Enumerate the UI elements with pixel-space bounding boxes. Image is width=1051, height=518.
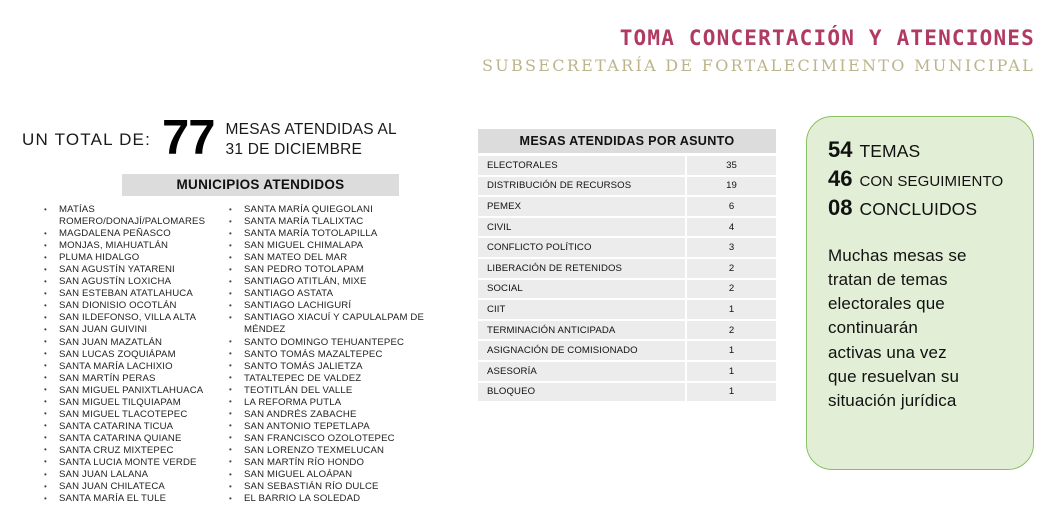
municipio-list-item: • SANTA MARÍA LACHIXIO xyxy=(40,361,225,373)
asunto-value-cell: 4 xyxy=(728,221,735,233)
municipio-list-item: • SAN MIGUEL TILQUIAPAM xyxy=(40,397,225,409)
municipio-list-item: • SAN LUCAS ZOQUIÁPAM xyxy=(40,349,225,361)
asunto-name-cell: ASESORÍA xyxy=(478,362,687,381)
municipio-list-item: • LA REFORMA PUTLA xyxy=(225,397,455,409)
municipio-list-item: • SANTIAGO XIACUÍ Y CAPULALPAM DE MÉNDEZ xyxy=(225,312,455,336)
municipios-column-right xyxy=(225,204,455,505)
asunto-table xyxy=(478,129,776,403)
asunto-table-header: MESAS ATENDIDAS POR ASUNTO xyxy=(478,129,776,153)
municipio-list-item: • SANTA CATARINA QUIANE xyxy=(40,433,225,445)
municipio-list-item: • SAN MARTÍN PERAS xyxy=(40,373,225,385)
municipio-list-item: • SAN JUAN CHILATECA xyxy=(40,481,225,493)
municipio-list-item: • EL BARRIO LA SOLEDAD xyxy=(225,493,455,505)
asunto-name-cell: LIBERACIÓN DE RETENIDOS xyxy=(478,259,687,278)
table-row xyxy=(478,156,776,177)
municipios-columns xyxy=(40,204,460,505)
asunto-value-cell: 3 xyxy=(728,242,735,254)
municipio-list-item: • SAN LORENZO TEXMELUCAN xyxy=(225,445,455,457)
municipio-list-item: • SAN MIGUEL ALOÁPAN xyxy=(225,469,455,481)
asunto-value-cell: 1 xyxy=(728,386,735,398)
municipio-list-item: • SANTA MARÍA TLALIXTAC xyxy=(225,216,455,228)
table-row xyxy=(478,321,776,342)
temas-stat-number: 54 xyxy=(828,137,853,162)
municipio-list-item: • SAN AGUSTÍN YATARENI xyxy=(40,264,225,276)
municipios-panel xyxy=(40,174,460,505)
temas-stat xyxy=(828,135,1013,164)
municipio-list-item: • SAN MATEO DEL MAR xyxy=(225,252,455,264)
temas-stat-number: 46 xyxy=(828,166,853,192)
municipio-list-item: • SANTA LUCIA MONTE VERDE xyxy=(40,457,225,469)
asunto-table-body xyxy=(478,156,776,403)
asunto-value-cell: 1 xyxy=(728,365,735,377)
asunto-value-cell: 19 xyxy=(726,180,737,192)
municipio-list-item: • SAN ANDRÉS ZABACHE xyxy=(225,409,455,421)
municipio-list-item: • SAN MARTÍN RÍO HONDO xyxy=(225,457,455,469)
municipio-list-item: • PLUMA HIDALGO xyxy=(40,252,225,264)
asunto-name-cell: SOCIAL xyxy=(478,280,687,299)
table-row xyxy=(478,177,776,198)
asunto-name-cell: CIIT xyxy=(478,300,687,319)
municipios-header: MUNICIPIOS ATENDIDOS xyxy=(122,174,399,196)
asunto-name-cell: CIVIL xyxy=(478,218,687,237)
temas-stat-label: TEMAS xyxy=(859,141,921,161)
temas-note: Muchas mesas se tratan de temas electorales que continuarán activas una vez que resuelvan su situación jurídica xyxy=(828,246,967,410)
temas-stat-number: 08 xyxy=(828,195,853,221)
asunto-value-cell: 35 xyxy=(726,159,737,171)
table-row xyxy=(478,341,776,362)
temas-stat-label: CON SEGUIMIENTO xyxy=(859,173,1004,191)
municipio-list-item: • SANTIAGO ASTATA xyxy=(225,288,455,300)
asunto-value-cell: 2 xyxy=(728,262,735,274)
municipio-list-item: • SAN MIGUEL CHIMALAPA xyxy=(225,240,455,252)
municipio-list-item: • SAN JUAN MAZATLÁN xyxy=(40,337,225,349)
municipio-list-item: • SANTO TOMÁS MAZALTEPEC xyxy=(225,349,455,361)
municipio-list-item: • MONJAS, MIAHUATLÁN xyxy=(40,240,225,252)
asunto-name-cell: TERMINACIÓN ANTICIPADA xyxy=(478,321,687,340)
table-row xyxy=(478,300,776,321)
municipio-list-item: • SANTA MARÍA QUIEGOLANI xyxy=(225,204,455,216)
municipio-list-item: • SAN SEBASTIÁN RÍO DULCE xyxy=(225,481,455,493)
asunto-name-cell: DISTRIBUCIÓN DE RECURSOS xyxy=(478,177,687,196)
municipio-list-item: • SANTO DOMINGO TEHUANTEPEC xyxy=(225,337,455,349)
temas-stat xyxy=(828,193,1013,222)
temas-summary-panel xyxy=(806,116,1034,470)
asunto-value-cell: 2 xyxy=(728,324,735,336)
table-row xyxy=(478,197,776,218)
municipio-list-item: • SAN MIGUEL PANIXTLAHUACA xyxy=(40,385,225,397)
asunto-value-cell: 1 xyxy=(728,345,735,357)
table-row xyxy=(478,238,776,259)
asunto-name-cell: ELECTORALES xyxy=(478,156,687,175)
temas-stat-label: CONCLUIDOS xyxy=(859,199,978,220)
municipio-list-item: • SANTA CRUZ MIXTEPEC xyxy=(40,445,225,457)
asunto-value-cell: 6 xyxy=(728,200,735,212)
municipio-list-item: • SANTIAGO ATITLÁN, MIXE xyxy=(225,276,455,288)
document-header xyxy=(482,26,1035,75)
asunto-name-cell: BLOQUEO xyxy=(478,383,687,402)
municipio-list-item: • SANTIAGO LACHIGURÍ xyxy=(225,300,455,312)
table-row xyxy=(478,383,776,404)
municipio-list-item: • SANTA MARÍA TOTOLAPILLA xyxy=(225,228,455,240)
municipio-list-item: • SAN MIGUEL TLACOTEPEC xyxy=(40,409,225,421)
municipio-list-item: • SAN FRANCISCO OZOLOTEPEC xyxy=(225,433,455,445)
table-row xyxy=(478,218,776,239)
municipio-list-item: • MAGDALENA PEÑASCO xyxy=(40,228,225,240)
table-row xyxy=(478,259,776,280)
municipios-column-left xyxy=(40,204,225,505)
municipio-list-item: • SAN ESTEBAN ATATLAHUCA xyxy=(40,288,225,300)
asunto-value-cell: 2 xyxy=(728,283,735,295)
page-title: TOMA CONCERTACIÓN Y ATENCIONES xyxy=(619,26,1035,50)
total-caption-line-1: MESAS ATENDIDAS AL xyxy=(225,121,397,138)
asunto-name-cell: PEMEX xyxy=(478,197,687,216)
asunto-name-cell: ASIGNACIÓN DE COMISIONADO xyxy=(478,341,687,360)
total-number: 77 xyxy=(162,111,215,165)
municipio-list-item: • SAN ANTONIO TEPETLAPA xyxy=(225,421,455,433)
asunto-name-cell: CONFLICTO POLÍTICO xyxy=(478,238,687,257)
total-caption-line-2: 31 DE DICIEMBRE xyxy=(225,140,363,158)
municipio-list-item: • SANTA CATARINA TICUA xyxy=(40,421,225,433)
table-row xyxy=(478,280,776,301)
municipio-list-item: • SANTO TOMÁS JALIETZA xyxy=(225,361,455,373)
municipio-list-item: • TEOTITLÁN DEL VALLE xyxy=(225,385,455,397)
table-row xyxy=(478,362,776,383)
temas-stat-list xyxy=(828,135,1013,222)
municipio-list-item: • MATÍAS ROMERO/DONAJÍ/PALOMARES xyxy=(40,204,225,228)
municipio-list-item: • SAN ILDEFONSO, VILLA ALTA xyxy=(40,312,225,324)
municipio-list-item: • SAN PEDRO TOTOLAPAM xyxy=(225,264,455,276)
total-label: UN TOTAL DE: xyxy=(22,130,152,149)
page-subtitle: SUBSECRETARÍA DE FORTALECIMIENTO MUNICIPAL xyxy=(481,56,1035,76)
asunto-value-cell: 1 xyxy=(728,303,735,315)
temas-stat xyxy=(828,164,1013,193)
total-caption xyxy=(226,116,397,160)
total-summary xyxy=(22,111,397,165)
municipio-list-item: • SANTA MARÍA EL TULE xyxy=(40,493,225,505)
municipio-list-item: • SAN DIONISIO OCOTLÁN xyxy=(40,300,225,312)
municipio-list-item: • TATALTEPEC DE VALDEZ xyxy=(225,373,455,385)
municipio-list-item: • SAN JUAN LALANA xyxy=(40,469,225,481)
municipio-list-item: • SAN JUAN GUIVINI xyxy=(40,324,225,336)
municipio-list-item: • SAN AGUSTÍN LOXICHA xyxy=(40,276,225,288)
